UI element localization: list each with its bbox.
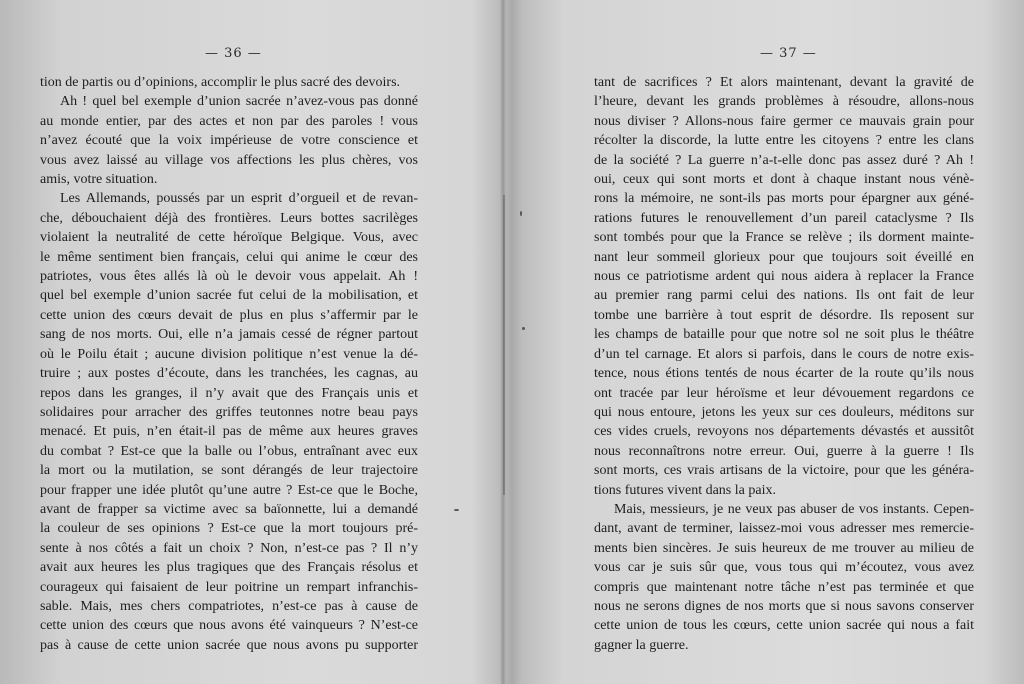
text-line: amis, votre situation. — [40, 172, 158, 188]
right-page-text — [594, 73, 974, 655]
text-line: au monde entier, par des actes et non par des paroles ! vous — [40, 113, 418, 129]
text-line: Ah ! quel bel exemple d’union sacrée n’avez-vous pas donné — [60, 94, 418, 110]
text-line: sable. Mais, mes chers compatriotes, n’est-ce pas à cause de — [40, 598, 418, 614]
text-line: sang de nos morts. Oui, elle n’a jamais cessé de régner partout — [40, 327, 418, 343]
text-line: sont morts, ces vrais artisans de la victoire, pour que les généra- — [594, 463, 974, 479]
text-line: qui nous entoure, jetons les yeux sur ces douleurs, méditons sur — [594, 404, 974, 420]
page-number-left: — 36 — — [205, 46, 262, 61]
text-line: nous reconnaîtrons notre erreur. Oui, guerre à la guerre ! Ils — [594, 443, 974, 459]
text-line: cette union de tous les cœurs, cette union sacrée qui nous a fait — [594, 618, 974, 634]
text-line: avant de frapper sa victime avec sa baïonnette, lui a demandé — [40, 501, 418, 517]
text-line: dant, avant de terminer, laissez-moi vous adresser mes remercie- — [594, 521, 974, 537]
text-line: tombe une barrière à tout esprit de désordre. Ils reposent sur — [594, 307, 974, 323]
text-line: du combat ? Est-ce que la balle ou l’obus, entraînant avec eux — [40, 443, 418, 459]
text-line: n’avez écouté que la voix impérieuse de votre conscience et — [40, 133, 418, 149]
text-line: nant leur sommeil glorieux pour que toujours soit éveillé en — [594, 249, 974, 265]
text-line: menacé. Et puis, n’en était-il pas de même aux heures graves — [40, 424, 418, 440]
text-line: les champs de bataille pour que notre sol ne soit plus le théâtre — [594, 327, 974, 343]
left-page — [0, 0, 502, 684]
text-line: cette union des cœurs que nous avons été vainqueurs ? N’est-ce — [40, 618, 418, 634]
text-line: ces vides cruels, revoyons nos départements dévastés et aussitôt — [594, 424, 974, 440]
text-line: ments bien sincères. Je suis heureux de me trouver au milieu de — [594, 540, 974, 556]
paper-speck — [454, 509, 459, 511]
text-line: cette union des cœurs devait de plus en plus s’affermir par le — [40, 307, 418, 323]
text-line: tion de partis ou d’opinions, accomplir le plus sacré des devoirs. — [40, 75, 401, 90]
text-line: repos dans les granges, il n’y avait que des Français unis et — [40, 385, 418, 401]
text-line: pas à cause de cette union sacrée que nous avons pu supporter — [40, 637, 418, 653]
text-line: sente à nos côtés a fait un choix ? Non, n’est-ce pas ? Il n’y — [40, 540, 418, 556]
paper-speck — [522, 327, 525, 330]
text-line: l’heure, devant les grands problèmes à résoudre, allons-nous — [594, 94, 974, 110]
text-line: nous diviser ? Allons-nous faire germer ce mauvais grain pour — [594, 113, 974, 129]
text-line: quel bel exemple d’union sacrée fut celui de la mobilisation, et — [40, 288, 418, 304]
paper-speck — [520, 211, 522, 216]
text-line: la couleur de ses opinions ? Est-ce que la mort toujours pré- — [40, 521, 418, 537]
text-line: violaient la neutralité de cette héroïque Belgique. Vous, avec — [40, 230, 418, 246]
text-line: rations futures le renouvellement d’un pareil cataclysme ? Ils — [594, 210, 974, 226]
text-line: che, débouchaient déjà des frontières. Leurs bottes sacrilèges — [40, 210, 418, 226]
text-line: patriotes, vous êtes allés là où le devoir vous appelait. Ah ! — [40, 269, 418, 285]
page-number-right: — 37 — — [760, 46, 817, 61]
text-line: la mort ou la mutilation, se sont dérangés de leur trajectoire — [40, 463, 418, 479]
text-line: courageux qui faisaient de leur poitrine un rempart infranchis- — [40, 579, 418, 595]
text-line: sont tombés pour que la France se relève ; ils dorment mainte- — [594, 230, 974, 246]
text-line: d’un tel carnage. Et alors si parfois, dans le cours de notre exis- — [594, 346, 974, 362]
text-line: nous ce patriotisme ardent qui nous aidera à replacer la France — [594, 269, 974, 285]
text-line: de la société ? La guerre n’a-t-elle donc pas assez duré ? Ah ! — [594, 152, 974, 168]
left-page-text — [40, 73, 418, 655]
text-line: gagner la guerre. — [594, 637, 689, 653]
text-line: le même sentiment bien français, celui qui anime le cœur des — [40, 249, 418, 265]
right-page — [502, 0, 1024, 684]
text-line: avait aux heures les plus tragiques que des Français résolus et — [40, 560, 418, 576]
text-line: compris que maintenant notre tâche n’est pas terminée et que — [594, 579, 974, 595]
text-line: rons la mémoire, ne sont-ils pas morts pour épargner aux géné- — [594, 191, 974, 207]
text-line: où le Poilu était ; aucune division politique n’est venue la dé- — [40, 346, 418, 362]
text-line: tence, nous étions tentés de nous écarter de la route qu’ils nous — [594, 366, 974, 382]
text-line: Mais, messieurs, je ne veux pas abuser de vos instants. Cepen- — [614, 501, 974, 517]
text-line: pour frapper une idée plutôt qu’une autre ? Est-ce que le Boche, — [40, 482, 418, 498]
text-line: ont tracée par leur héroïsme et leur dévouement regardons ce — [594, 385, 974, 401]
text-line: vous avez laissé au village vos affections les plus chères, vos — [40, 152, 418, 168]
text-line: Les Allemands, poussés par un esprit d’orgueil et de revan- — [60, 191, 418, 207]
text-line: solidaires pour arracher des griffes teutonnes notre beau pays — [40, 404, 418, 420]
text-line: récolter la discorde, la lutte entre les citoyens ? entre les clans — [594, 133, 974, 149]
text-line: tant de sacrifices ? Et alors maintenant, devant la gravité de — [594, 75, 974, 90]
text-line: tions futures vivent dans la paix. — [594, 482, 776, 498]
text-line: au premier rang parmi celui des nations. Ils ont fait de leur — [594, 288, 974, 304]
text-line: truire ; aux postes d’écoute, dans les tranchées, les cagnas, au — [40, 366, 418, 382]
text-line: vous car je suis sûr que, vous tous qui m’écoutez, vous avez — [594, 560, 974, 576]
text-line: oui, ceux qui sont morts et dont à chaque instant nous vénè- — [594, 172, 974, 188]
text-line: nous ne serons dignes de nos morts que si nous savons conserver — [594, 598, 974, 614]
